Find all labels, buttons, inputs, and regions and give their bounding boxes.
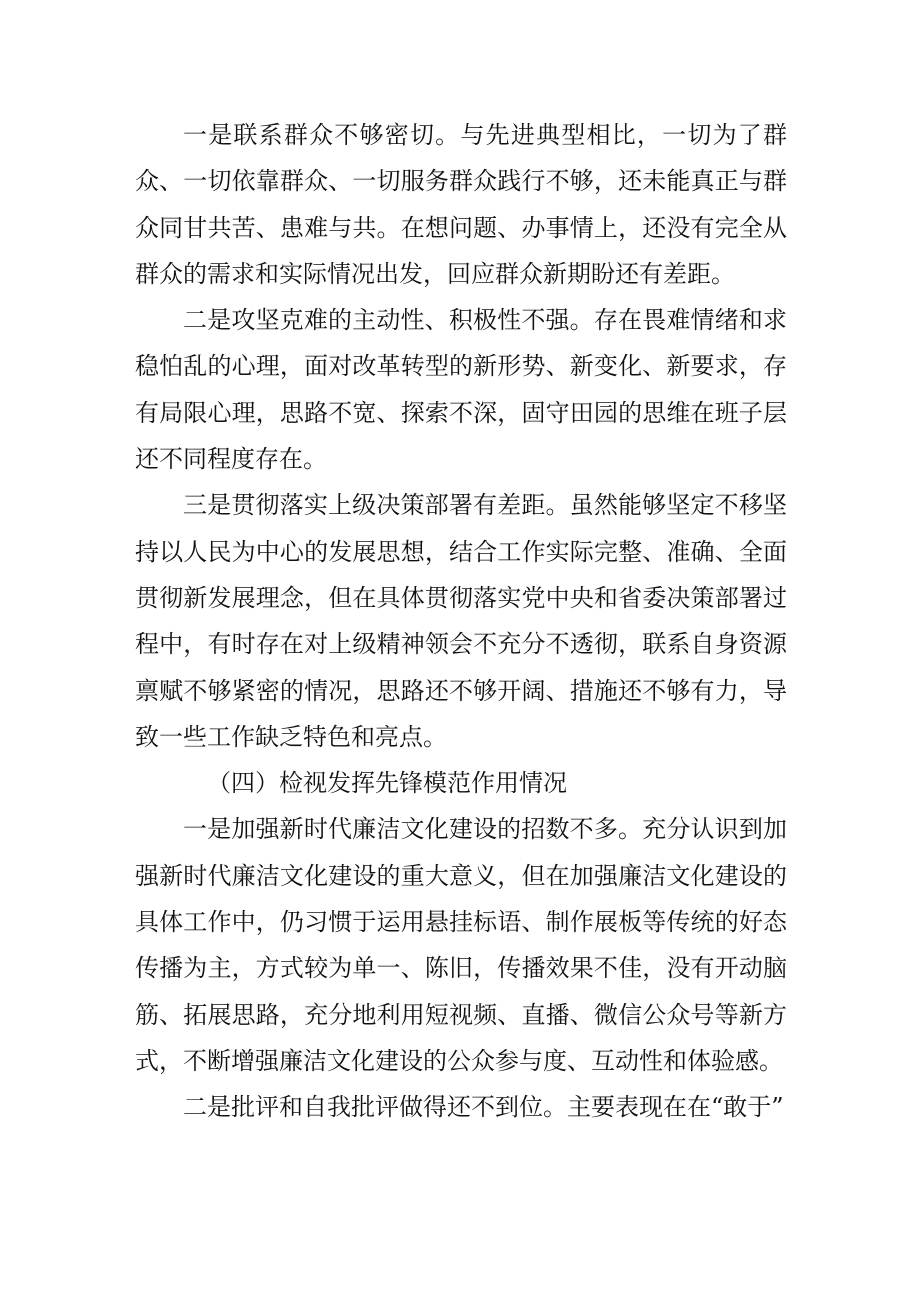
paragraph-2: 二是攻坚克难的主动性、积极性不强。存在畏难情绪和求稳怕乱的心理，面对改革转型的新形势、新变化、新要求，存有局限心理，思路不宽、探索不深，固守田园的思维在班子层还不同程度存在。 — [135, 306, 787, 474]
section-heading: （四）检视发挥先锋模范作用情况 — [207, 769, 567, 798]
paragraph-1: 一是联系群众不够密切。与先进典型相比，一切为了群众、一切依靠群众、一切服务群众践行不够，还未能真正与群众同甘共苦、患难与共。在想问题、办事情上，还没有完全从群众的需求和实际情况出发，回应群众新期盼还有差距。 — [135, 121, 787, 288]
paragraph-4: 一是加强新时代廉洁文化建设的招数不多。充分认识到加强新时代廉洁文化建设的重大意义，但在加强廉洁文化建设的具体工作中，仍习惯于运用悬挂标语、制作展板等传统的好态传播为主，方式较为单一、陈旧，传播效果不佳，没有开动脑筋、拓展思路，充分地利用短视频、直播、微信公众号等新方式，不断增强廉洁文化建设的公众参与度、互动性和体验感。 — [135, 815, 787, 1075]
paragraph-3: 三是贯彻落实上级决策部署有差距。虽然能够坚定不移坚持以人民为中心的发展思想，结合工作实际完整、准确、全面贯彻新发展理念，但在具体贯彻落实党中央和省委决策部署过程中，有时存在对上级精神领会不充分不透彻，联系自身资源禀赋不够紧密的情况，思路还不够开阔、措施还不够有力，导致一些工作缺乏特色和亮点。 — [135, 491, 787, 751]
paragraph-5: 二是批评和自我批评做得还不到位。主要表现在在“敢于” — [183, 1093, 784, 1122]
document-body — [135, 112, 787, 1131]
